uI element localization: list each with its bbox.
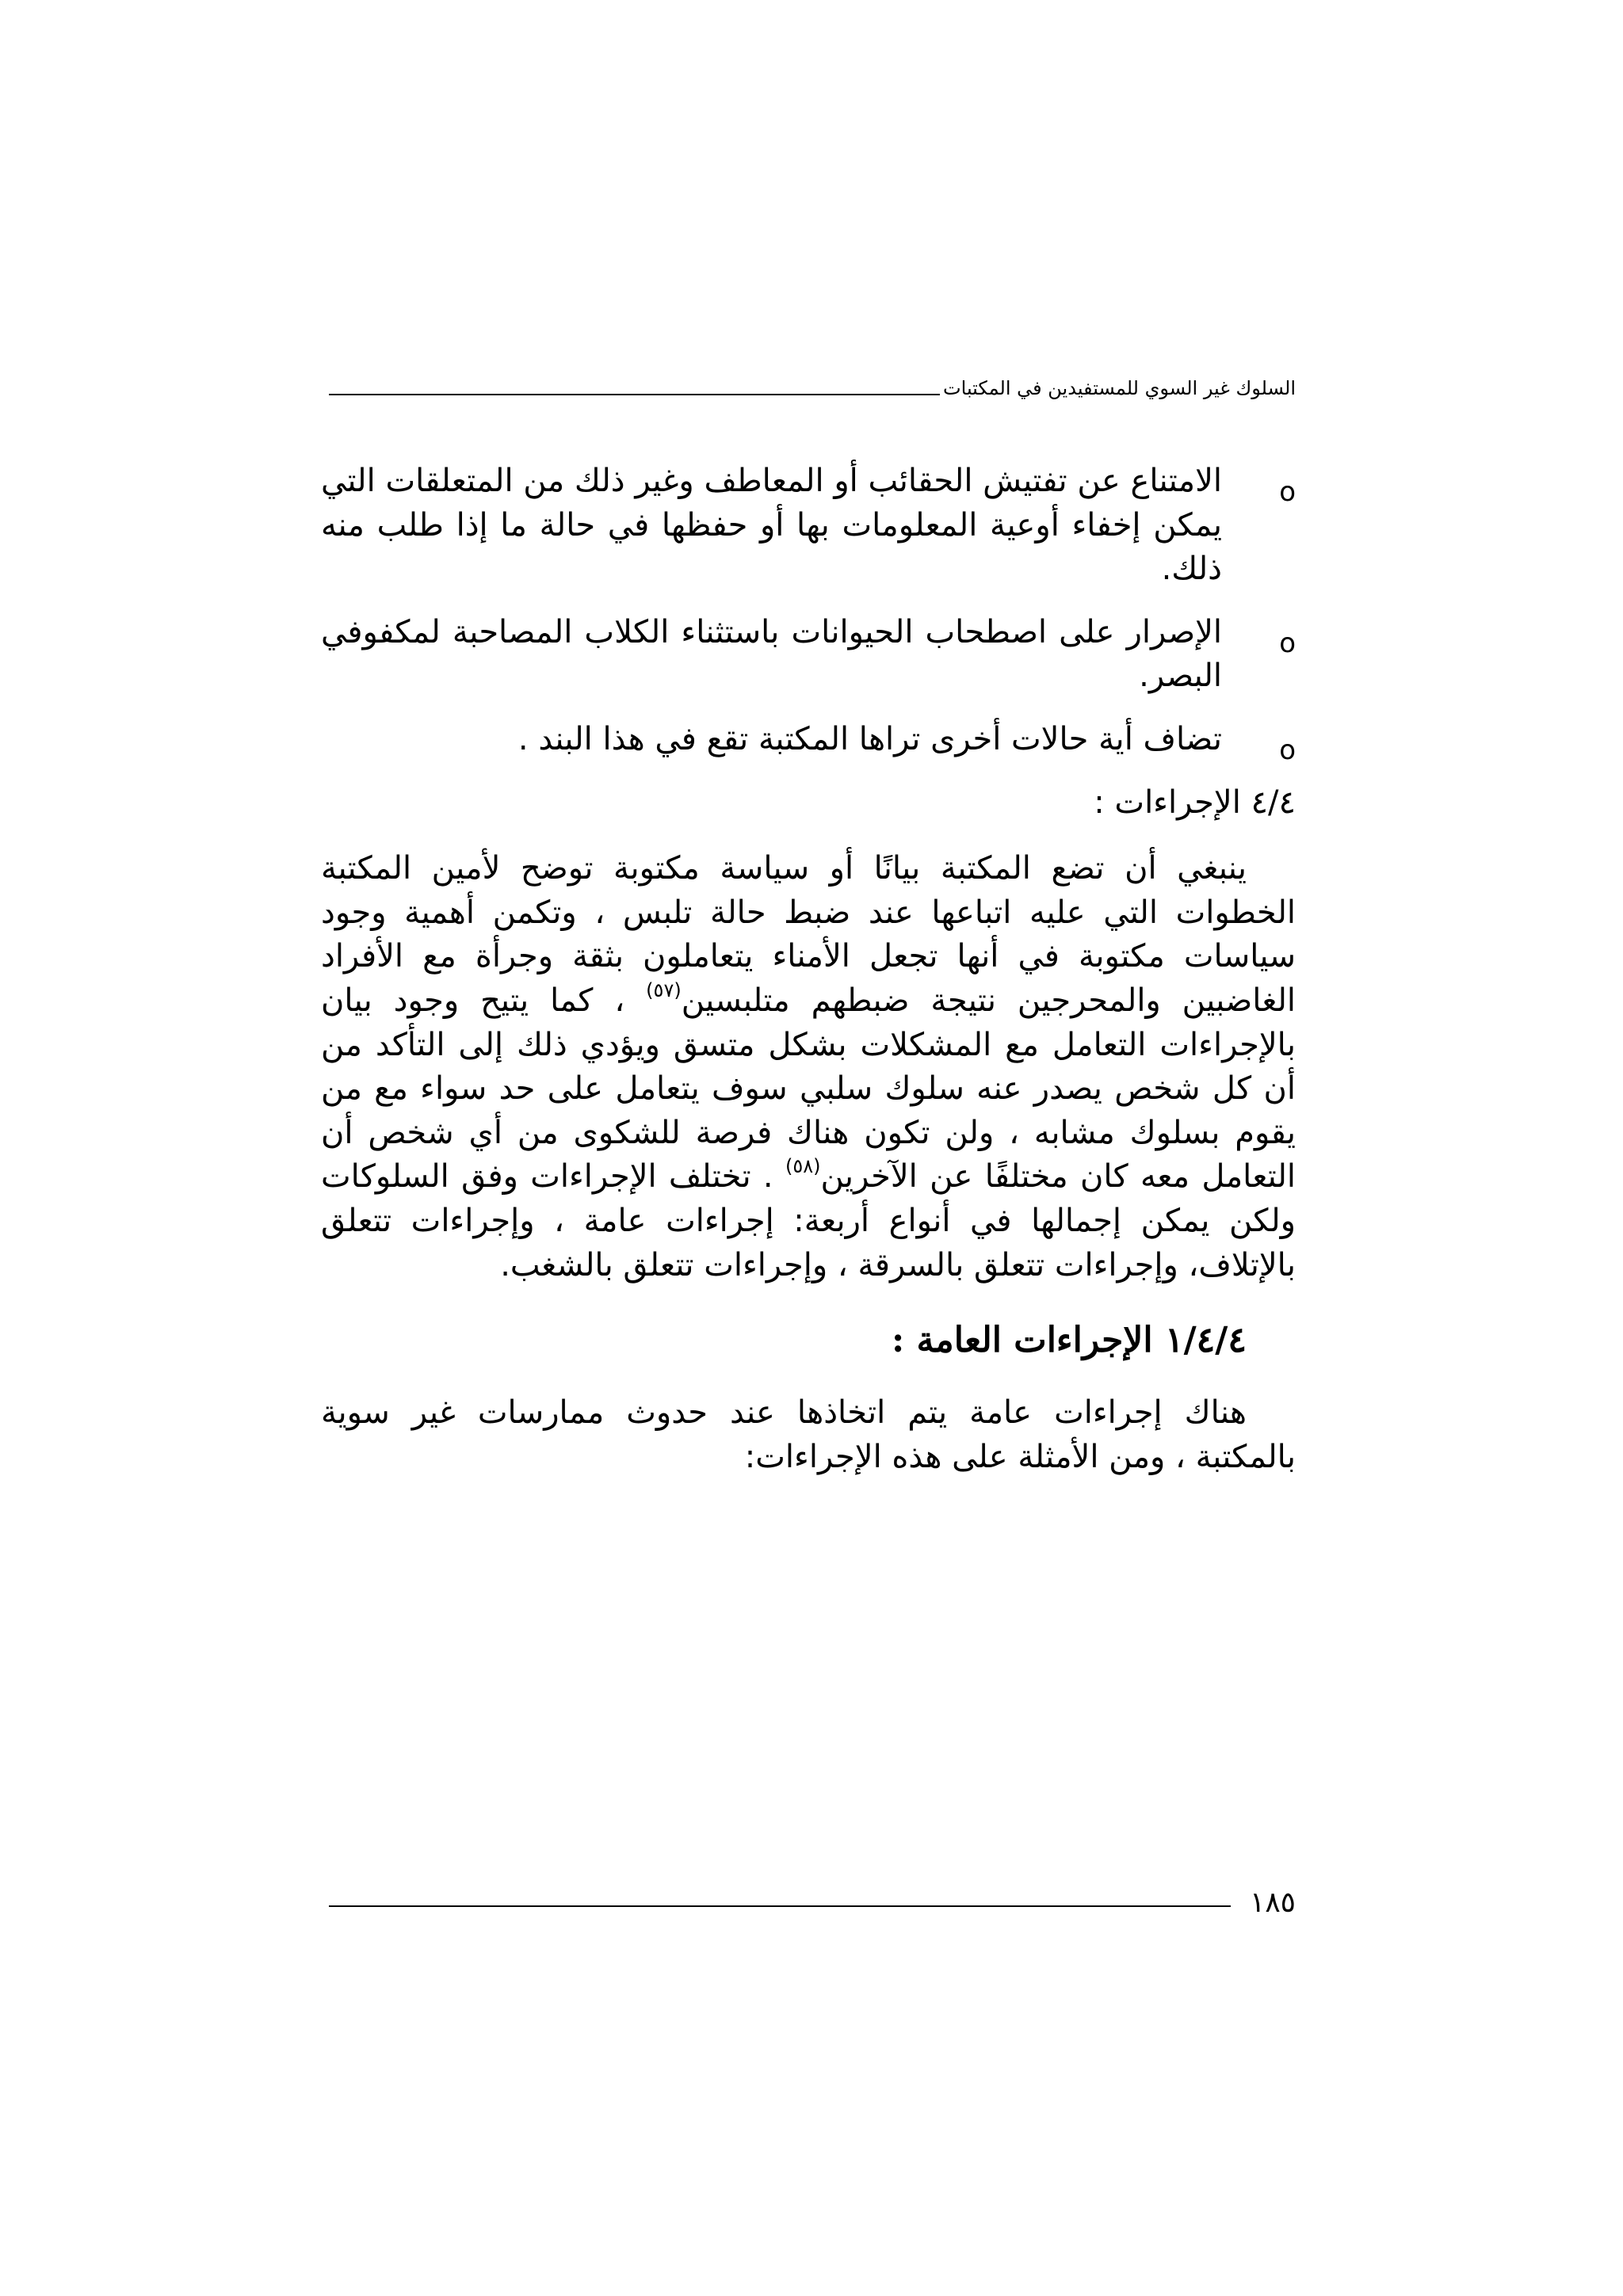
page-body bbox=[321, 460, 1296, 1479]
paragraph-text: . تختلف الإجراءات وفق السلوكات ولكن يمكن إجمالها في أنواع أربعة: إجراءات عامة ، وإجراءات تتعلق بالإتلاف، وإجراءات تتعلق بالسرقة ، وإجراءات تتعلق بالشغب. bbox=[321, 1158, 1296, 1283]
bullet-list bbox=[321, 460, 1296, 766]
page-number: ١٨٥ bbox=[1249, 1886, 1296, 1919]
paragraph-text: ، كما يتيح وجود بيان بالإجراءات التعامل مع المشكلات بشكل متسق ويؤدي ذلك إلى التأكد من أن كل شخص يصدر عنه سلوك سلبي سوف يتعامل على حد سواء مع من يقوم بسلوك مشابه ، ولن تكون هناك فرصة للشكوى من أي شخص أن التعامل معه كان مختلفًا عن الآخرين bbox=[321, 982, 1296, 1196]
subsection-paragraph: هناك إجراءات عامة يتم اتخاذها عند حدوث ممارسات غير سوية بالمكتبة ، ومن الأمثلة على هذه الإجراءات: bbox=[321, 1394, 1296, 1475]
list-item-text: الإصرار على اصطحاب الحيوانات باستثناء الكلاب المصاحبة لمكفوفي البصر. bbox=[321, 613, 1222, 695]
section-heading: ٤/٤ الإجراءات : bbox=[1094, 784, 1296, 821]
list-item bbox=[321, 611, 1296, 699]
running-header bbox=[329, 379, 1296, 398]
header-rule bbox=[329, 394, 940, 395]
footnote-reference: (٥٨) bbox=[785, 1154, 821, 1177]
running-header-title: السلوك غير السوي للمستفيدين في المكتبات bbox=[943, 377, 1296, 399]
paragraph-text: ينبغي أن تضع المكتبة بيانًا أو سياسة مكتوبة توضح لأمين المكتبة الخطوات التي عليه اتباعها عند ضبط حالة تلبس ، وتكمن أهمية وجود سياسات مكتوبة في أنها تجعل الأمناء يتعاملون بثقة وجرأة مع الأفراد الغاضبين والمحرجين نتيجة ضبطهم متلبسين bbox=[321, 850, 1296, 1019]
footer-rule bbox=[329, 1905, 1231, 1907]
bullet-marker-icon: o bbox=[1279, 476, 1296, 508]
list-item bbox=[321, 718, 1296, 766]
subsection-heading: ١/٤/٤ الإجراءات العامة : bbox=[891, 1320, 1247, 1361]
section-paragraph bbox=[321, 847, 1296, 1287]
bullet-marker-icon: o bbox=[1279, 734, 1296, 766]
page-footer bbox=[329, 1886, 1296, 1919]
list-item-text: الامتناع عن تفتيش الحقائب أو المعاطف وغير ذلك من المتعلقات التي يمكن إخفاء أوعية المعلومات بها أو حفظها في حالة ما إذا طلب منه ذلك. bbox=[321, 463, 1222, 588]
list-item-text: تضاف أية حالات أخرى تراها المكتبة تقع في هذا البند . bbox=[517, 720, 1222, 757]
footnote-reference: (٥٧) bbox=[646, 978, 682, 1001]
list-item bbox=[321, 460, 1296, 592]
bullet-marker-icon: o bbox=[1279, 627, 1296, 659]
